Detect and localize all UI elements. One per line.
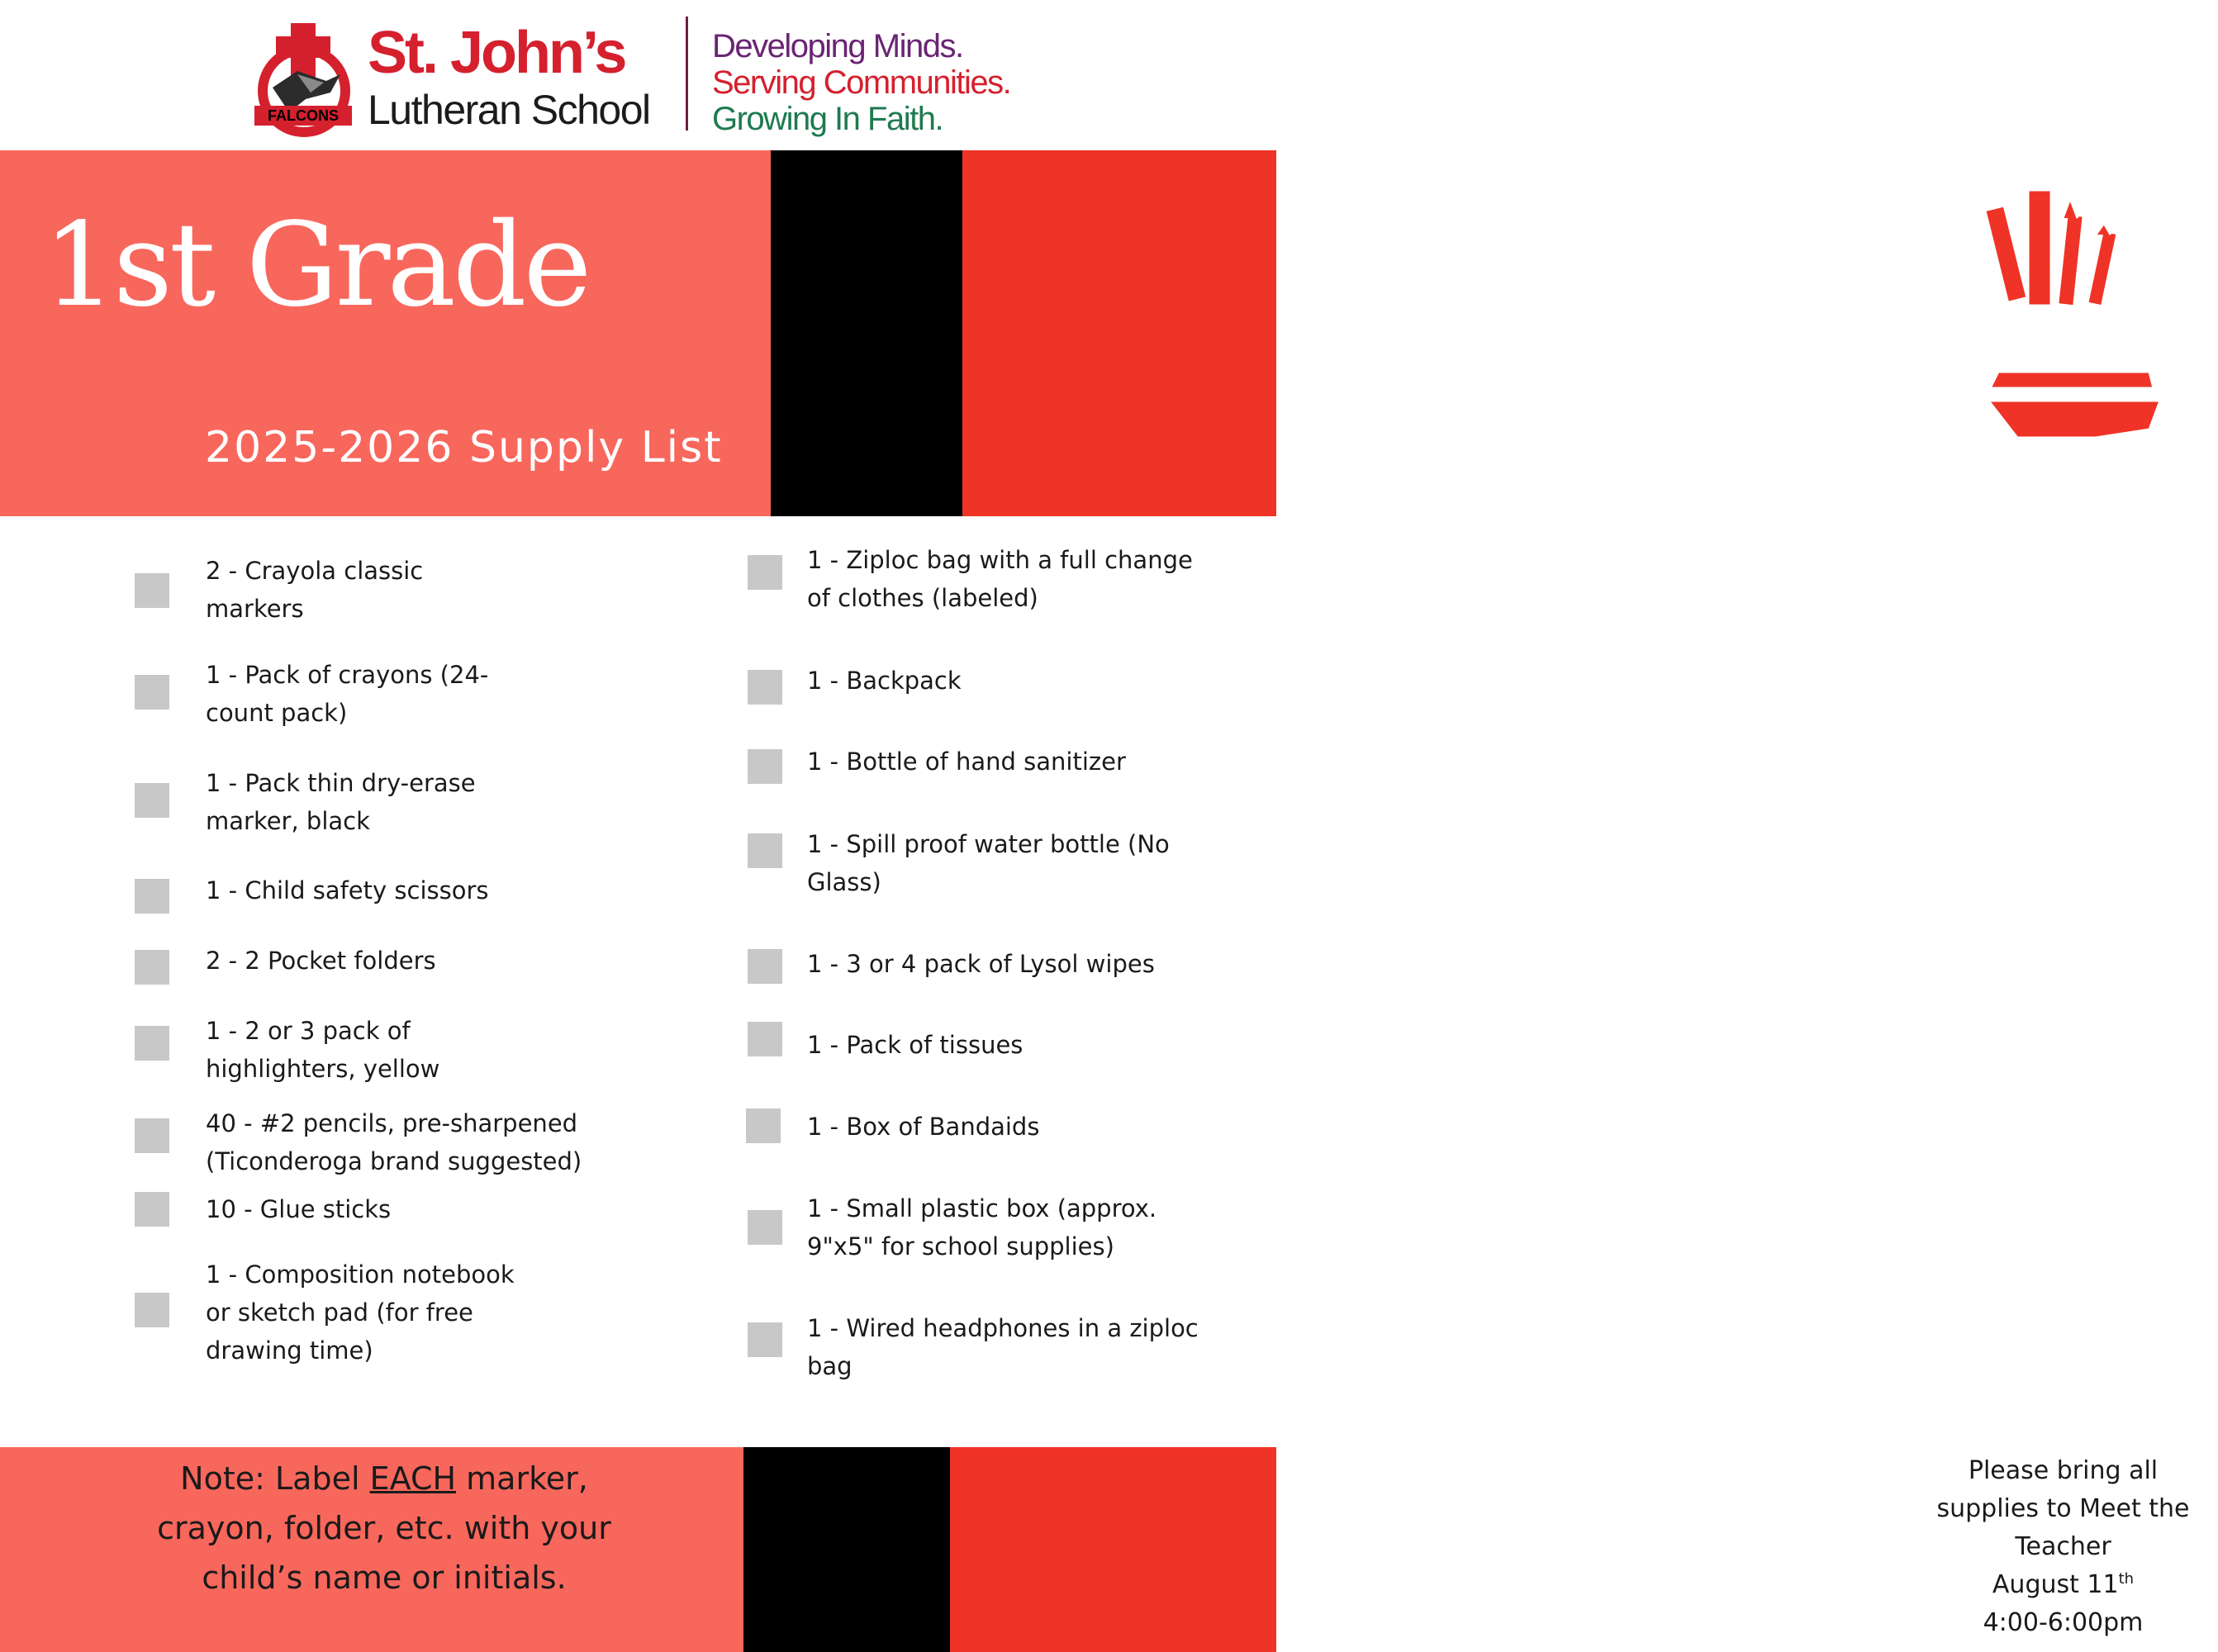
checkbox[interactable] xyxy=(135,1293,169,1327)
checkbox[interactable] xyxy=(135,573,169,608)
checkbox[interactable] xyxy=(748,1022,782,1056)
svg-text:FALCONS: FALCONS xyxy=(267,107,340,124)
bring-time: 4:00-6:00pm xyxy=(1983,1608,2144,1637)
item-label: 1 - Pack of tissues xyxy=(807,1031,1024,1059)
item-label: 40 - #2 pencils, pre-sharpened (Ticonderoga brand suggested) xyxy=(206,1109,582,1175)
bring-line3: Teacher xyxy=(2015,1532,2111,1561)
backpack-icon xyxy=(1551,235,1725,416)
note-suffix: marker, crayon, folder, etc. with your child’s name or initials. xyxy=(157,1460,611,1596)
checkbox[interactable] xyxy=(135,950,169,985)
school-name-line2: Lutheran School xyxy=(368,87,650,133)
checkbox[interactable] xyxy=(748,833,782,868)
item-label: 2 - 2 Pocket folders xyxy=(206,947,436,975)
item-label: 1 - 2 or 3 pack of highlighters, yellow xyxy=(206,1017,440,1083)
meet-teacher-note xyxy=(1908,1452,2218,1642)
checkbox[interactable] xyxy=(135,783,169,818)
item-label: 1 - Ziploc bag with a full change of clothes (labeled) xyxy=(807,546,1193,612)
banner-red-panel xyxy=(962,150,1276,516)
checkbox[interactable] xyxy=(748,1210,782,1245)
footer xyxy=(0,1447,2190,1652)
bring-line2: supplies to Meet the xyxy=(1936,1494,2190,1523)
checkbox[interactable] xyxy=(135,1192,169,1227)
bring-line1: Please bring all xyxy=(1968,1456,2159,1485)
footer-red-panel xyxy=(950,1447,2190,1652)
footer-black-panel xyxy=(743,1447,950,1652)
school-name-line1: St. John’s xyxy=(368,20,625,86)
grade-title: 1st Grade xyxy=(43,198,589,333)
checkbox[interactable] xyxy=(135,1026,169,1061)
school-building-icon xyxy=(1510,1469,1671,1632)
pencil-cup-icon xyxy=(1980,190,2170,471)
item-label: 1 - Pack of crayons (24- count pack) xyxy=(206,661,489,727)
checkbox[interactable] xyxy=(748,749,782,784)
checkbox[interactable] xyxy=(748,555,782,590)
item-label: 1 - Bottle of hand sanitizer xyxy=(807,748,1126,776)
item-label: 1 - 3 or 4 pack of Lysol wipes xyxy=(807,950,1155,978)
label-note xyxy=(132,1454,636,1602)
item-label: 10 - Glue sticks xyxy=(206,1195,392,1223)
bring-date-suffix: th xyxy=(2118,1570,2135,1588)
item-label: 1 - Child safety scissors xyxy=(206,876,489,904)
item-label: 1 - Backpack xyxy=(807,667,962,695)
footer-note-panel xyxy=(0,1447,743,1652)
banner-black-panel xyxy=(771,150,962,516)
note-emphasis: EACH xyxy=(369,1460,457,1497)
checkbox[interactable] xyxy=(135,675,169,710)
item-label: 1 - Spill proof water bottle (No Glass) xyxy=(807,830,1170,896)
falcons-logo xyxy=(248,23,359,139)
tagline-developing: Developing Minds. xyxy=(712,28,963,64)
checkbox[interactable] xyxy=(748,670,782,705)
checkbox[interactable] xyxy=(135,879,169,914)
item-label: 1 - Small plastic box (approx. 9"x5" for school supplies) xyxy=(807,1194,1157,1260)
bring-date-text: August 11 xyxy=(1992,1570,2119,1599)
item-label: 2 - Crayola classic markers xyxy=(206,557,424,623)
item-label: 1 - Box of Bandaids xyxy=(807,1113,1040,1141)
checkbox[interactable] xyxy=(748,1322,782,1357)
item-label: 1 - Pack thin dry-erase marker, black xyxy=(206,769,476,835)
banner-coral-panel xyxy=(0,150,771,516)
bring-date xyxy=(1908,1566,2218,1604)
checkbox[interactable] xyxy=(746,1108,781,1143)
checkbox[interactable] xyxy=(135,1118,169,1153)
header xyxy=(0,0,1276,150)
header-divider xyxy=(686,17,688,131)
tagline-serving: Serving Communities. xyxy=(712,64,1011,101)
tagline-growing: Growing In Faith. xyxy=(712,101,943,137)
title-banner xyxy=(0,150,1276,516)
note-prefix: Note: Label xyxy=(180,1460,370,1497)
supply-list-title: 2025-2026 Supply List xyxy=(205,423,723,472)
item-label: 1 - Composition notebook or sketch pad (for free drawing time) xyxy=(206,1260,515,1365)
item-label: 1 - Wired headphones in a ziploc bag xyxy=(807,1314,1199,1380)
checkbox[interactable] xyxy=(748,949,782,984)
